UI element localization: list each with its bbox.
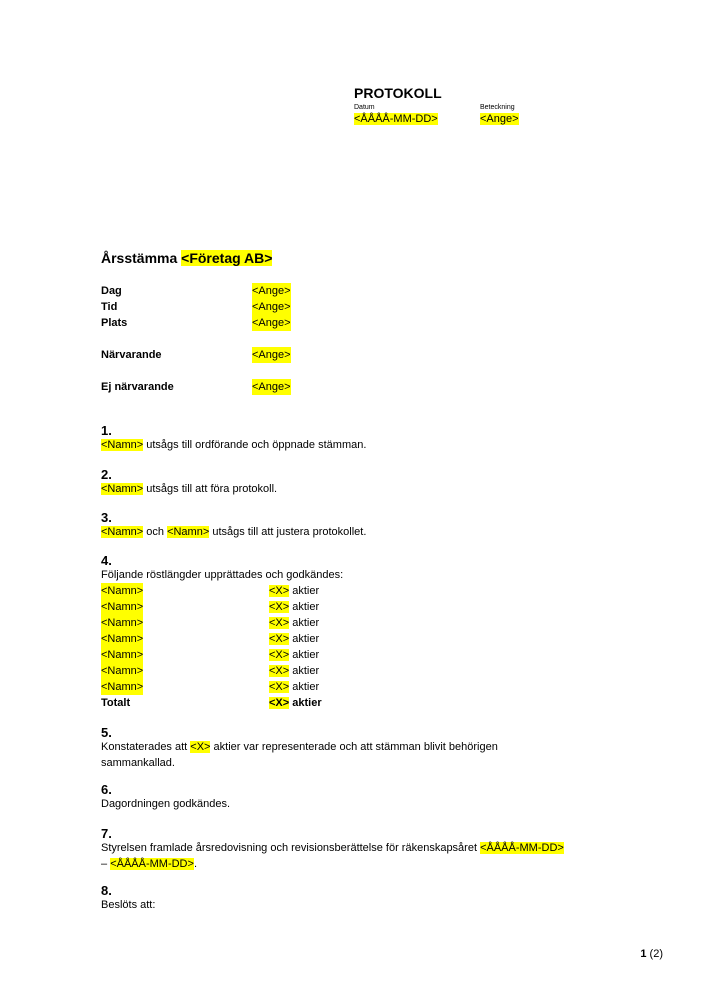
section-text-body: och xyxy=(143,526,168,538)
vote-row xyxy=(101,679,401,695)
meta-value[interactable]: <Ange> xyxy=(252,317,291,329)
datum-placeholder[interactable]: <ÅÅÅÅ-MM-DD> xyxy=(354,113,438,125)
shares-unit: aktier xyxy=(289,665,320,677)
shares-unit: aktier xyxy=(289,585,320,597)
name-placeholder[interactable]: <Namn> xyxy=(167,526,210,538)
section-number: 3. xyxy=(101,510,112,525)
shares-unit: aktier xyxy=(289,633,320,645)
name-placeholder[interactable]: <Namn> xyxy=(101,617,144,629)
section-text xyxy=(101,524,621,540)
section-number: 8. xyxy=(101,883,112,898)
section-text xyxy=(101,739,621,755)
meta-value[interactable]: <Ange> xyxy=(252,285,291,297)
vote-row xyxy=(101,631,401,647)
date-placeholder[interactable]: <ÅÅÅÅ-MM-DD> xyxy=(480,842,564,854)
name-placeholder[interactable]: <Namn> xyxy=(101,439,144,451)
section-text-body: . xyxy=(193,858,197,870)
shares-placeholder[interactable]: <X> xyxy=(269,649,290,661)
section-text xyxy=(101,840,621,856)
name-placeholder[interactable]: <Namn> xyxy=(101,665,144,677)
page-total: (2) xyxy=(646,948,663,960)
section-text-body: – xyxy=(101,858,111,870)
section-number: 1. xyxy=(101,423,112,438)
document-title-prefix: Årsstämma xyxy=(101,250,182,266)
vote-total-row xyxy=(101,695,401,711)
name-placeholder[interactable]: <Namn> xyxy=(101,585,144,597)
meta-row-ej-narvarande xyxy=(101,379,401,395)
section-text-body: Konstaterades att xyxy=(101,741,191,753)
meta-value[interactable]: <Ange> xyxy=(252,381,291,393)
name-placeholder[interactable]: <Namn> xyxy=(101,649,144,661)
vote-row xyxy=(101,615,401,631)
meta-row-dag xyxy=(101,283,401,299)
section-number: 2. xyxy=(101,467,112,482)
meta-row-narvarande xyxy=(101,347,401,363)
beteckning-label: Beteckning xyxy=(480,104,515,111)
document-title xyxy=(101,249,272,267)
section-text: Dagordningen godkändes. xyxy=(101,798,231,810)
shares-placeholder[interactable]: <X> xyxy=(269,601,290,613)
shares-unit: aktier xyxy=(289,601,320,613)
meta-label: Dag xyxy=(101,285,122,297)
datum-label: Datum xyxy=(354,104,375,111)
name-placeholder[interactable]: <Namn> xyxy=(101,483,144,495)
vote-row xyxy=(101,599,401,615)
shares-placeholder[interactable]: <X> xyxy=(269,681,290,693)
section-text-body: Styrelsen framlade årsredovisning och revisionsberättelse för räkenskapsåret xyxy=(101,842,481,854)
meta-label: Tid xyxy=(101,301,118,313)
shares-unit: aktier xyxy=(289,649,320,661)
total-shares-placeholder[interactable]: <X> xyxy=(269,697,290,709)
meta-row-tid xyxy=(101,299,401,315)
page-current: 1 xyxy=(640,948,647,960)
meta-label: Närvarande xyxy=(101,349,162,361)
shares-placeholder[interactable]: <X> xyxy=(269,633,290,645)
datum-value[interactable] xyxy=(354,112,438,126)
meta-label: Ej närvarande xyxy=(101,381,174,393)
shares-unit: aktier xyxy=(289,617,320,629)
section-text-body: utsågs till att föra protokoll. xyxy=(143,483,278,495)
shares-placeholder[interactable]: <X> xyxy=(269,665,290,677)
page-number xyxy=(640,948,663,960)
shares-placeholder[interactable]: <X> xyxy=(269,617,290,629)
section-text-line2: sammankallad. xyxy=(101,757,175,769)
section-number: 4. xyxy=(101,553,112,568)
beteckning-placeholder[interactable]: <Ange> xyxy=(480,113,519,125)
shares-unit: aktier xyxy=(289,681,320,693)
shares-unit: aktier xyxy=(289,697,322,709)
protocol-title: PROTOKOLL xyxy=(354,85,442,101)
name-placeholder[interactable]: <Namn> xyxy=(101,681,144,693)
name-placeholder[interactable]: <Namn> xyxy=(101,601,144,613)
section-text-body: aktier var representerade och att stämman blivit behörigen xyxy=(210,741,498,753)
meta-value[interactable]: <Ange> xyxy=(252,349,291,361)
section-text-line2 xyxy=(101,856,621,872)
total-label: Totalt xyxy=(101,697,131,709)
vote-row xyxy=(101,647,401,663)
meta-row-plats xyxy=(101,315,401,331)
name-placeholder[interactable]: <Namn> xyxy=(101,633,144,645)
company-placeholder[interactable]: <Företag AB> xyxy=(181,250,273,266)
meta-value[interactable]: <Ange> xyxy=(252,301,291,313)
section-number: 6. xyxy=(101,782,112,797)
meta-label: Plats xyxy=(101,317,128,329)
section-text xyxy=(101,437,621,453)
section-text-body: utsågs till att justera protokollet. xyxy=(209,526,367,538)
section-text xyxy=(101,481,621,497)
section-text: Beslöts att: xyxy=(101,899,156,911)
name-placeholder[interactable]: <Namn> xyxy=(101,526,144,538)
section-number: 7. xyxy=(101,826,112,841)
date-placeholder[interactable]: <ÅÅÅÅ-MM-DD> xyxy=(110,858,194,870)
beteckning-value[interactable] xyxy=(480,112,519,126)
vote-row xyxy=(101,663,401,679)
shares-placeholder[interactable]: <X> xyxy=(269,585,290,597)
vote-row xyxy=(101,583,401,599)
section-text: Följande röstlängder upprättades och godkändes: xyxy=(101,569,344,581)
section-number: 5. xyxy=(101,725,112,740)
shares-placeholder[interactable]: <X> xyxy=(190,741,211,753)
section-text-body: utsågs till ordförande och öppnade stämman. xyxy=(143,439,367,451)
